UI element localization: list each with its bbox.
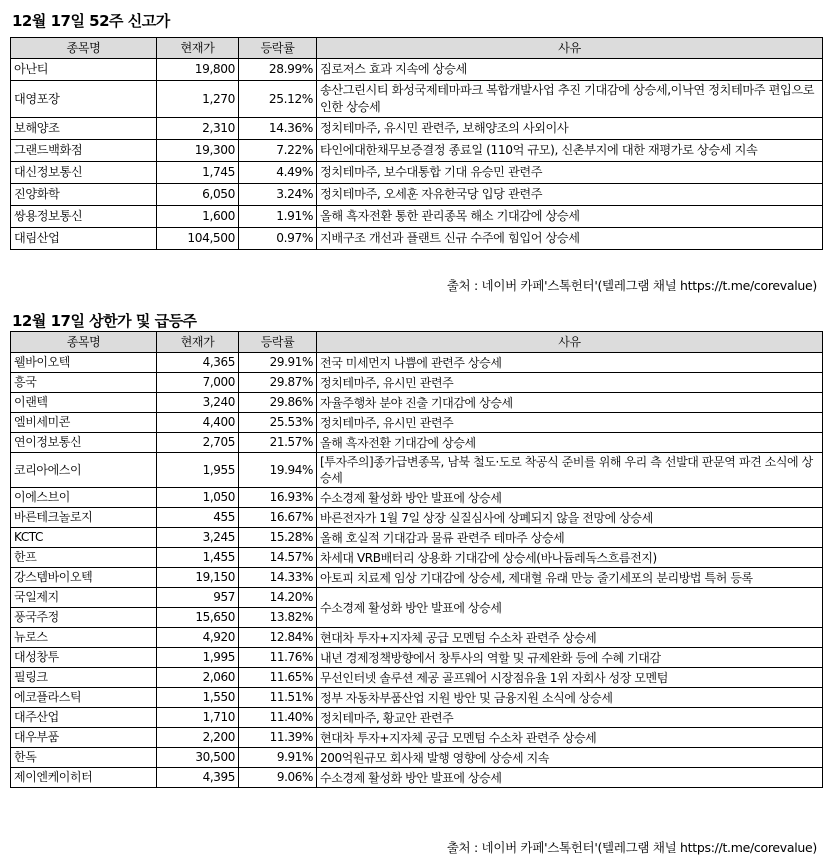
stock-name: 쌍용정보통신 [11,206,157,228]
stock-reason: 자율주행차 분야 진출 기대감에 상승세 [317,393,823,413]
stock-price: 455 [157,508,239,528]
stock-change: 0.97% [239,228,317,250]
stock-name: 흥국 [11,373,157,393]
stock-name: 웰바이오텍 [11,353,157,373]
stock-price: 19,800 [157,59,239,81]
stock-name: 뉴로스 [11,628,157,648]
stock-reason: 수소경제 활성화 방안 발표에 상승세 [317,488,823,508]
table-row [11,688,823,708]
stock-change: 15.28% [239,528,317,548]
header-name: 종목명 [11,332,157,353]
stock-change: 9.91% [239,748,317,768]
stock-reason: 정치테마주, 보수대통합 기대 유승민 관련주 [317,162,823,184]
stock-reason: 올해 흑자전환 기대감에 상승세 [317,433,823,453]
table-row [11,768,823,788]
table-row [11,206,823,228]
table-row [11,59,823,81]
stock-reason: 바른전자가 1월 7일 상장 실질심사에 상폐되지 않을 전망에 상승세 [317,508,823,528]
stock-price: 1,050 [157,488,239,508]
table-row [11,140,823,162]
stock-change: 9.06% [239,768,317,788]
stock-name: 이랜텍 [11,393,157,413]
stock-reason: 수소경제 활성화 방안 발표에 상승세 [317,588,823,628]
stock-price: 19,150 [157,568,239,588]
stock-reason: 내년 경제정책방향에서 창투사의 역할 및 규제완화 등에 수혜 기대감 [317,648,823,668]
stock-name: 한프 [11,548,157,568]
stock-name: 엘비세미콘 [11,413,157,433]
stock-name: 연이정보통신 [11,433,157,453]
header-name: 종목명 [11,38,157,59]
table-row [11,488,823,508]
table-row [11,648,823,668]
stock-name: 보해양조 [11,118,157,140]
stock-price: 2,060 [157,668,239,688]
table-row [11,568,823,588]
header-price: 현재가 [157,38,239,59]
stock-price: 2,200 [157,728,239,748]
stock-name: 아난티 [11,59,157,81]
stock-price: 7,000 [157,373,239,393]
stock-reason: 차세대 VRB배터리 상용화 기대감에 상승세(바나듐레독스흐름전지) [317,548,823,568]
stock-price: 4,920 [157,628,239,648]
stock-reason: 아토피 치료제 임상 기대감에 상승세, 제대혈 유래 만능 줄기세포의 분리방법 특허 등록 [317,568,823,588]
table-row [11,433,823,453]
stock-price: 957 [157,588,239,608]
stock-reason: 송산그린시티 화성국제테마파크 복합개발사업 추진 기대감에 상승세,이낙연 정치테마주 편입으로 인한 상승세 [317,81,823,118]
stock-reason: 전국 미세먼지 나쁨에 관련주 상승세 [317,353,823,373]
stock-name: 필링크 [11,668,157,688]
stock-change: 25.12% [239,81,317,118]
stock-name: KCTC [11,528,157,548]
table-row [11,413,823,433]
stock-change: 29.86% [239,393,317,413]
stock-reason: 정치테마주, 유시민 관련주 [317,373,823,393]
stock-change: 25.53% [239,413,317,433]
stock-reason: 현대차 투자+지자체 공급 모멘텀 수소차 관련주 상승세 [317,628,823,648]
stock-name: 그랜드백화점 [11,140,157,162]
stock-reason: 무선인터넷 솔루션 제공 골프웨어 시장점유율 1위 자회사 성장 모멘텀 [317,668,823,688]
table-row [11,508,823,528]
new-high-table [10,37,823,250]
stock-price: 4,400 [157,413,239,433]
table-row [11,628,823,648]
stock-name: 바른테크놀로지 [11,508,157,528]
table-row [11,668,823,688]
stock-reason: 정치테마주, 유시민 관련주 [317,413,823,433]
stock-price: 1,710 [157,708,239,728]
table-row [11,548,823,568]
stock-change: 11.76% [239,648,317,668]
stock-price: 1,745 [157,162,239,184]
stock-name: 이에스브이 [11,488,157,508]
stock-change: 11.51% [239,688,317,708]
table-row [11,708,823,728]
table-row [11,373,823,393]
stock-name: 국일제지 [11,588,157,608]
stock-change: 12.84% [239,628,317,648]
stock-reason: 정부 자동차부품산업 지원 방안 및 금융지원 소식에 상승세 [317,688,823,708]
stock-name: 코리아에스이 [11,453,157,488]
table-header-row [11,332,823,353]
stock-reason: 올해 흑자전환 통한 관리종목 해소 기대감에 상승세 [317,206,823,228]
section2-source: 출처 : 네이버 카페'스톡헌터'(텔레그램 채널 https://t.me/corevalue) [446,840,817,855]
stock-change: 29.87% [239,373,317,393]
stock-price: 30,500 [157,748,239,768]
stock-change: 4.49% [239,162,317,184]
stock-reason: 정치테마주, 황교안 관련주 [317,708,823,728]
stock-price: 1,550 [157,688,239,708]
stock-reason: 지배구조 개선과 플랜트 신규 수주에 힘입어 상승세 [317,228,823,250]
table-row [11,748,823,768]
stock-price: 1,455 [157,548,239,568]
stock-price: 3,245 [157,528,239,548]
section1-source: 출처 : 네이버 카페'스톡헌터'(텔레그램 채널 https://t.me/corevalue) [446,278,817,293]
stock-reason: 짐로저스 효과 지속에 상승세 [317,59,823,81]
table-header-row [11,38,823,59]
stock-change: 11.65% [239,668,317,688]
stock-change: 16.93% [239,488,317,508]
stock-name: 강스템바이오텍 [11,568,157,588]
table-row [11,184,823,206]
stock-change: 14.57% [239,548,317,568]
stock-price: 15,650 [157,608,239,628]
table-row [11,162,823,184]
stock-reason: 수소경제 활성화 방안 발표에 상승세 [317,768,823,788]
stock-price: 19,300 [157,140,239,162]
stock-change: 14.36% [239,118,317,140]
stock-price: 104,500 [157,228,239,250]
stock-name: 대주산업 [11,708,157,728]
stock-name: 풍국주정 [11,608,157,628]
header-change: 등락률 [239,38,317,59]
stock-price: 4,395 [157,768,239,788]
stock-name: 한독 [11,748,157,768]
header-reason: 사유 [317,332,823,353]
stock-price: 1,995 [157,648,239,668]
stock-change: 19.94% [239,453,317,488]
stock-change: 29.91% [239,353,317,373]
table-row [11,228,823,250]
stock-reason: 정치테마주, 유시민 관련주, 보해양조의 사외이사 [317,118,823,140]
stock-reason: 올해 호실적 기대감과 물류 관련주 테마주 상승세 [317,528,823,548]
stock-reason: [투자주의]종가급변종목, 남북 철도·도로 착공식 준비를 위해 우리 측 선발대 판문역 파견 소식에 상승세 [317,453,823,488]
stock-change: 13.82% [239,608,317,628]
table-row [11,728,823,748]
stock-name: 대림산업 [11,228,157,250]
stock-price: 3,240 [157,393,239,413]
stock-price: 1,600 [157,206,239,228]
header-change: 등락률 [239,332,317,353]
section2-title: 12월 17일 상한가 및 급등주 [12,312,197,330]
table-row [11,118,823,140]
header-price: 현재가 [157,332,239,353]
table-row [11,353,823,373]
stock-change: 11.40% [239,708,317,728]
stock-reason: 정치테마주, 오세훈 자유한국당 입당 관련주 [317,184,823,206]
stock-reason: 현대차 투자+지자체 공급 모멘텀 수소차 관련주 상승세 [317,728,823,748]
stock-change: 21.57% [239,433,317,453]
stock-price: 1,955 [157,453,239,488]
stock-reason: 타인에대한채무보증결정 종료일 (110억 규모), 신촌부지에 대한 재평가로 상승세 지속 [317,140,823,162]
stock-price: 2,310 [157,118,239,140]
stock-change: 14.33% [239,568,317,588]
stock-change: 14.20% [239,588,317,608]
stock-reason: 200억원규모 회사채 발행 영향에 상승세 지속 [317,748,823,768]
table-row [11,453,823,488]
surge-table [10,331,823,788]
header-reason: 사유 [317,38,823,59]
stock-name: 대신정보통신 [11,162,157,184]
stock-name: 대영포장 [11,81,157,118]
stock-price: 6,050 [157,184,239,206]
stock-change: 7.22% [239,140,317,162]
stock-name: 진양화학 [11,184,157,206]
stock-price: 1,270 [157,81,239,118]
table-row [11,528,823,548]
stock-change: 16.67% [239,508,317,528]
stock-change: 11.39% [239,728,317,748]
stock-price: 4,365 [157,353,239,373]
table-row [11,393,823,413]
stock-name: 제이엔케이히터 [11,768,157,788]
table-row [11,588,823,608]
stock-name: 에코플라스틱 [11,688,157,708]
stock-price: 2,705 [157,433,239,453]
stock-name: 대성창투 [11,648,157,668]
stock-change: 28.99% [239,59,317,81]
section1-title: 12월 17일 52주 신고가 [12,12,170,30]
stock-change: 3.24% [239,184,317,206]
stock-name: 대우부품 [11,728,157,748]
stock-change: 1.91% [239,206,317,228]
table-row [11,81,823,118]
